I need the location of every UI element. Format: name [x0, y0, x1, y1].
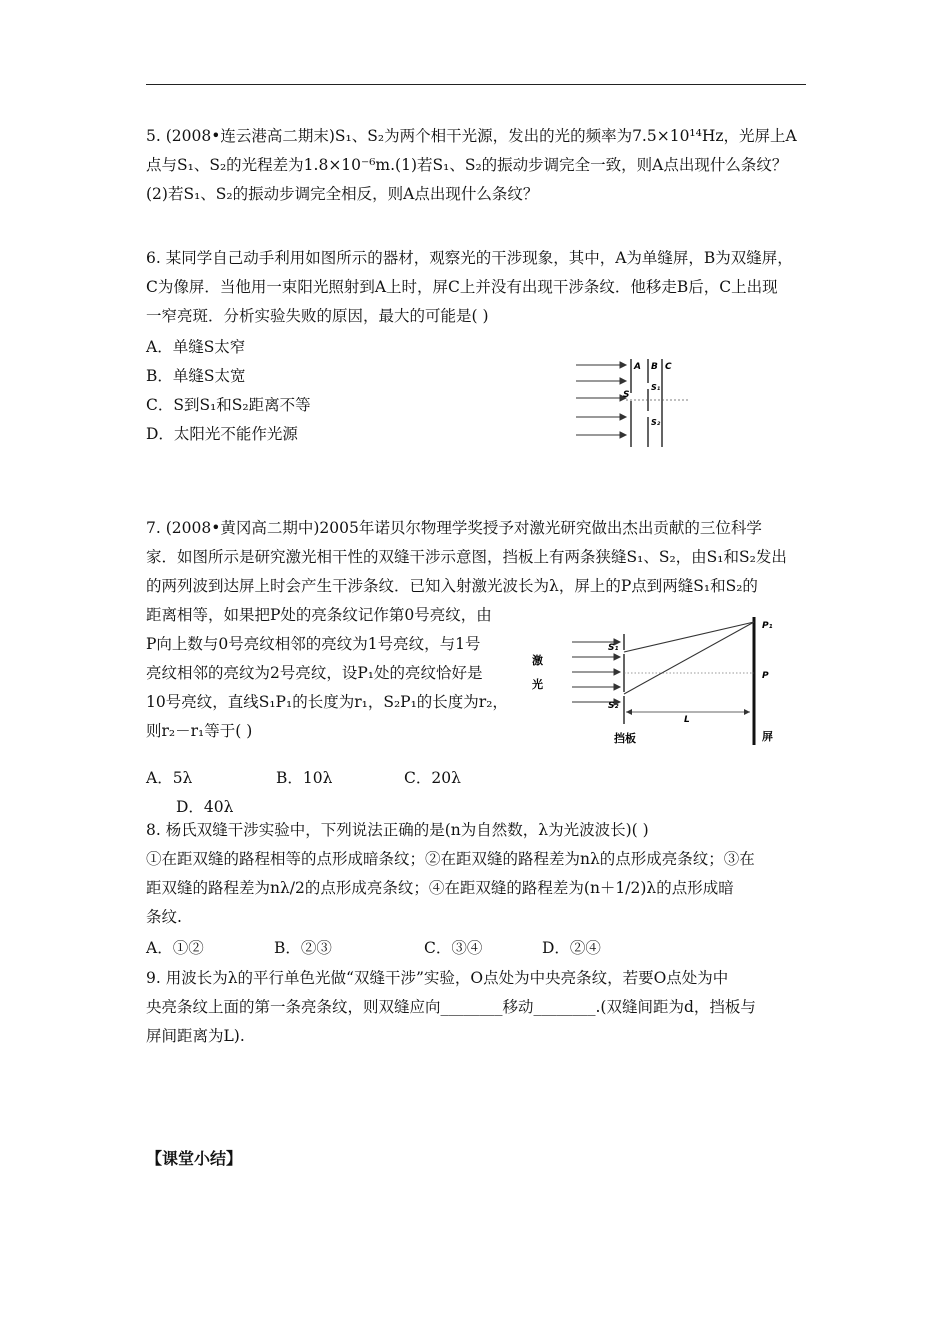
fig7-label-p1: P₁	[762, 621, 773, 631]
header-rule	[146, 84, 806, 85]
q7-line: 亮纹相邻的亮纹为2号亮纹，设P₁处的亮纹恰好是	[146, 664, 483, 682]
q8-line: 条纹.	[146, 908, 182, 926]
q6-option-a[interactable]: A．单缝S太窄	[146, 338, 246, 356]
q6-slit-diagram	[570, 355, 690, 450]
q7-option-d[interactable]: D．40λ	[176, 798, 234, 816]
q7-line: 10号亮纹，直线S₁P₁的长度为r₁，S₂P₁的长度为r₂，	[146, 693, 508, 711]
q7-line: 家．如图所示是研究激光相干性的双缝干涉示意图，挡板上有两条狭缝S₁、S₂，由S₁和S₂发出	[146, 548, 787, 566]
q5-line: 5. (2008•连云港高二期末)S₁、S₂为两个相干光源，发出的光的频率为7.5×10¹⁴Hz，光屏上A	[146, 127, 797, 145]
q6-option-d[interactable]: D．太阳光不能作光源	[146, 425, 298, 443]
question-9	[146, 964, 810, 1051]
q7-line: P向上数与0号亮纹相邻的亮纹为1号亮纹，与1号	[146, 635, 481, 653]
q7-line: 则r₂－r₁等于( )	[146, 722, 253, 740]
fig6-label-s1: S₁	[651, 383, 661, 392]
q7-option-a[interactable]: A．5λ	[146, 769, 193, 787]
q6-options	[146, 333, 311, 449]
fig6-label-b: B	[651, 362, 658, 372]
summary-title: 【课堂小结】	[146, 1149, 243, 1168]
fig7-label-screen: 屏	[762, 730, 773, 743]
fig7-label-s2: S₂	[608, 701, 619, 711]
q6-line: C为像屏．当他用一束阳光照射到A上时，屏C上并没有出现干涉条纹．他移走B后，C上出现	[146, 278, 778, 296]
fig7-label-s1: S₁	[608, 643, 619, 653]
q9-line: 屏间距离为L).	[146, 1027, 245, 1045]
fig7-label-p: P	[762, 671, 769, 681]
q6-line: 一窄亮斑．分析实验失败的原因，最大的可能是( )	[146, 307, 489, 325]
q8-option-a[interactable]: A．①②	[146, 939, 204, 957]
q7-line: 7. (2008•黄冈高二期中)2005年诺贝尔物理学奖授予对激光研究做出杰出贡献的三位科学	[146, 519, 762, 537]
fig6-label-a: A	[634, 362, 641, 372]
q8-line: ①在距双缝的路程相等的点形成暗条纹；②在距双缝的路程差为nλ的点形成亮条纹；③在	[146, 850, 755, 868]
q6-line: 6. 某同学自己动手利用如图所示的器材，观察光的干涉现象，其中，A为单缝屏，B为双缝屏，	[146, 249, 793, 267]
fig7-label-laser-1: 激	[532, 654, 543, 667]
q7-option-c[interactable]: C．20λ	[404, 769, 461, 787]
question-8	[146, 816, 810, 932]
fig6-label-s2: S₂	[651, 418, 661, 427]
q6-option-b[interactable]: B．单缝S太宽	[146, 367, 246, 385]
q9-line: 9. 用波长为λ的平行单色光做“双缝干涉”实验，O点处为中央亮条纹，若要O点处为中	[146, 969, 729, 987]
q7-options-row	[146, 764, 461, 793]
q8-line: 8. 杨氏双缝干涉实验中，下列说法正确的是(n为自然数，λ为光波波长)( )	[146, 821, 649, 839]
fig7-label-laser-2: 光	[532, 678, 543, 691]
q7-double-slit-diagram	[526, 612, 780, 750]
q7-line: 距离相等，如果把P处的亮条纹记作第0号亮纹，由	[146, 606, 492, 624]
question-6	[146, 244, 810, 331]
q5-line: (2)若S₁、S₂的振动步调完全相反，则A点出现什么条纹？	[146, 185, 539, 203]
fig7-label-l: L	[684, 715, 690, 725]
q7-line: 的两列波到达屏上时会产生干涉条纹．已知入射激光波长为λ，屏上的P点到两缝S₁和S₂的	[146, 577, 758, 595]
fig6-label-c: C	[665, 362, 672, 372]
q8-option-c[interactable]: C．③④	[424, 939, 483, 957]
q8-line: 距双缝的路程差为nλ/2的点形成亮条纹；④在距双缝的路程差为(n＋1/2)λ的点形成暗	[146, 879, 734, 897]
q8-option-d[interactable]: D．②④	[542, 939, 601, 957]
q9-line: 央亮条纹上面的第一条亮条纹，则双缝应向________移动________.(双缝间距为d，挡板与	[146, 998, 756, 1016]
question-5	[146, 122, 810, 209]
q5-line: 点与S₁、S₂的光程差为1.8×10⁻⁶m.(1)若S₁、S₂的振动步调完全一致，则A点出现什么条纹？	[146, 156, 788, 174]
q7-option-b[interactable]: B．10λ	[276, 769, 333, 787]
q8-option-b[interactable]: B．②③	[274, 939, 332, 957]
fig7-label-baffle: 挡板	[614, 732, 636, 745]
q6-option-c[interactable]: C．S到S₁和S₂距离不等	[146, 396, 311, 414]
fig6-label-s: S	[623, 390, 630, 400]
q8-options-row	[146, 934, 601, 963]
